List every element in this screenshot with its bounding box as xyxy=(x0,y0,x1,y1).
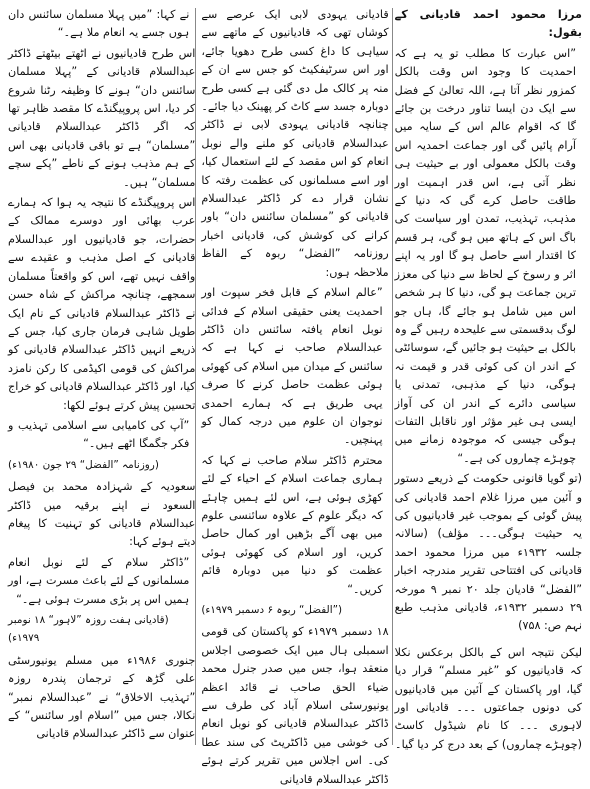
text-column-right xyxy=(394,6,582,751)
citation: (قادیانی ہفت روزہ ”لاہور“ ۱۸ نومبر ۱۹۷۹ء) xyxy=(8,614,169,645)
quoted-passage: ”اس عبارت کا مطلب تو یہ ہے کہ احمدیت کا وجود اس وقت بالکل کمزور نظر آتا ہے، اللہ تعالیٰ کے فضل سے ایک دن ایسا تناور درخت بن جائے گا کہ اقوام عالم اس کے سایہ میں آرام پائیں گی اور جماعت احمدیہ اس وقت بالکل معمولی اور بے حیثیت ہی نظر آتی ہے، اس قدر اہمیت اور طاقت حاصل کرے گی کہ دنیا کے مذہب، تہذیب، تمدن اور سیاست کی باگ اس کے ہاتھ میں ہو گی، ہر قسم کا اقتدار اسے حاصل ہو گا اور یہ اپنے اثر و رسوخ کے لحاظ سے دنیا کی معزز ترین جماعت ہو گی، دنیا کا ہر شخص اس میں شامل ہو جائے گا، ہاں جو لوگ بدقسمتی سے علیحدہ رہیں گے وہ بالکل بے حیثیت ہو جائیں گے، سوسائٹی کے اندر ان کی کوئی قدر و قیمت نہ ہوگی، دنیا کے مذہبی، تمدنی یا سیاسی دائرے کے اندر ان کی آواز ایسی ہی غیر مؤثر اور ناقابل التفات ہوگی جیسی کہ موجودہ زمانے میں چوہڑے چماروں کی ہے۔“ xyxy=(394,46,576,465)
quoted-passage: ”آپ کی کامیابی سے اسلامی تہذیب و فکر جگمگا اٹھے ہیں۔“ xyxy=(8,418,190,451)
citation: (”الفضل“ ربوہ ۶ دسمبر ۱۹۷۹ء) xyxy=(201,604,343,616)
quoted-passage: ”ڈاکٹر سلام کے لئے نوبل انعام مسلمانوں کے لئے باعث مسرت ہے، اور ہمیں اس پر بڑی مسرت ہوئی ہے۔“ xyxy=(8,555,190,606)
body-paragraph: ۱۸ دسمبر ۱۹۷۹ء کو پاکستان کی قومی اسمبلی ہال میں ایک خصوصی اجلاس منعقد ہوا، جس میں صدر جنرل محمد ضیاء الحق صاحب نے قائد اعظم یونیورسٹی اسلام آباد کی طرف سے ڈاکٹر عبدالسلام قادیانی کو نوبل انعام کی خوشی میں ڈاکٹریٹ کی سند عطا کی۔ اس اجلاس میں تقریر کرتے ہوئے ڈاکٹر عبدالسلام قادیانی xyxy=(201,625,389,786)
section-heading: مرزا محمود احمد قادیانی کے بقول: xyxy=(394,8,582,40)
text-column-middle xyxy=(201,6,389,786)
citation: (روزنامہ ”الفضل“ ۲۹ جون ۱۹۸۰ء) xyxy=(8,458,159,471)
body-paragraph: لیکن نتیجہ اس کے بالکل برعکس نکلا کہ قادیانیوں کو ”غیر مسلم“ قرار دیا گیا، اور پاکستان کے آئین میں قادیانیوں کی دونوں جماعتوں ۔۔۔ قادیانی اور لاہوری ۔۔۔ کا نام شیڈول کاسٹ (چوہڑے چماروں) کے بعد درج کر دیا گیا۔ xyxy=(394,645,582,751)
text-column-left xyxy=(8,6,195,747)
body-paragraph: سعودیہ کے شہزادہ محمد بن فیصل السعود نے اپنے برقیہ میں ڈاکٹر عبدالسلام قادیانی کو تہنیت کا پیغام دیتے ہوئے کہا: xyxy=(8,480,196,549)
body-paragraph: قادیانی یہودی لابی ایک عرصے سے کوشاں تھی کہ قادیانیوں کے ماتھے سے سیاہی کا داغ کسی طرح دھویا جائے، اور اس سرٹیفکیٹ کو جس سے ان کے منہ پر کالک مل دی گئی ہے کسی طرح دوبارہ جسد سے کاٹ کر پھینک دیا جائے۔ چنانچہ قادیانی یہودی لابی نے ڈاکٹر عبدالسلام قادیانی کو ملنے والے نوبل انعام کو اس مقصد کے لئے استعمال کیا، اور اسے مسلمانوں کی عظمت رفتہ کا نشان قرار دے کر ڈاکٹر عبدالسلام قادیانی کو ”مسلمان سائنس دان“ باور کرانے کی کوشش کی، قادیانی اخبار روزنامہ ”الفضل“ ربوہ کے الفاظ ملاحظہ ہوں: xyxy=(201,8,389,279)
body-paragraph: جنوری ۱۹۸۶ء میں مسلم یونیورسٹی علی گڑھ کے ترجمان پندرہ روزہ ”تہذیب الاخلاق“ نے ”عبدالسلام نمبر“ نکالا، جس میں ”اسلام اور سائنس“ کے عنوان سے ڈاکٹر عبدالسلام قادیانی xyxy=(8,653,196,741)
column-divider-left xyxy=(195,8,196,745)
quoted-passage: ”عالم اسلام کے قابل فخر سپوت اور احمدیت یعنی حقیقی اسلام کے فدائی نوبل انعام یافتہ سائنس دان ڈاکٹر عبدالسلام صاحب نے کہا ہے کہ سائنس کے میدان میں اسلام کی کھوئی ہوئی عظمت حاصل کرنے کا صرف یہی طریق ہے کہ ہمارے احمدی نوجوان ان علوم میں درجہ کمال کو پہنچیں۔ xyxy=(201,286,383,447)
quoted-passage: نے کہا: ”میں پہلا مسلمان سائنس دان ہوں جسے یہ انعام ملا ہے۔“ xyxy=(8,8,190,40)
body-paragraph: (تو گویا قانونی حکومت کے ذریعے دستور و آئین میں مرزا غلام احمد قادیانی کی پیش گوئی کے بموجب غیر قادیانیوں کی یہ حیثیت ہوگی۔۔۔ مؤلف) (سالانہ جلسہ ۱۹۳۲ء میں مرزا محمود احمد قادیانی کی افتتاحی تقریر مندرجہ اخبار ”الفضل“ قادیان جلد ۲۰ نمبر ۹ مورخہ ۲۹ دسمبر ۱۹۳۲ء، قادیانی مذہب طبع نہم ص: ۷۵۸) xyxy=(394,472,582,633)
body-paragraph: اس پروپیگنڈے کا نتیجہ یہ ہوا کہ ہمارے عرب بھائی اور دوسرے ممالک کے حضرات، جو قادیانیوں اور عبدالسلام قادیانی کے اصل مذہب و عقیدے سے واقف نہیں تھے، اس کو واقعتاً مسلمان سمجھے، چنانچہ مراکش کے شاہ حسن نے ڈاکٹر عبدالسلام قادیانی کے نام ایک طویل شاہی فرمان جاری کیا، جس کے ذریعے انہیں ڈاکٹر عبدالسلام قادیانی کو مراکش کی قومی اکیڈمی کا رکن نامزد کیا، اور ڈاکٹر عبدالسلام قادیانی کو خراج تحسین پیش کرتے ہوئے لکھا: xyxy=(8,196,196,412)
quoted-passage: محترم ڈاکٹر سلام صاحب نے کہا کہ ہماری جماعت اسلام کے احیاء کے لئے کھڑی ہوئی ہے، اس لئے ہمیں چاہئے کہ دیگر علوم کے علاوہ سائنسی علوم میں بھی آگے بڑھیں اور کمال حاصل کریں، اور اسلام کی کھوئی ہوئی عظمت کو دنیا میں دوبارہ قائم کریں۔“ xyxy=(201,453,383,596)
column-container xyxy=(8,6,582,786)
body-paragraph: اس طرح قادیانیوں نے اٹھتے بیٹھتے ڈاکٹر عبدالسلام قادیانی کے ”پہلا مسلمان سائنس دان“ ہونے کا وظیفہ رٹنا شروع کر دیا، اس پروپیگنڈے کا مقصد ظاہر تھا کہ اگر ڈاکٹر عبدالسلام قادیانی ”مسلمان“ ہے تو باقی قادیانی بھی اس کے ہم مذہب ہونے کے ناطے ”پکے سچے مسلمان“ ہیں۔ xyxy=(8,46,196,189)
column-divider-right xyxy=(392,8,393,745)
